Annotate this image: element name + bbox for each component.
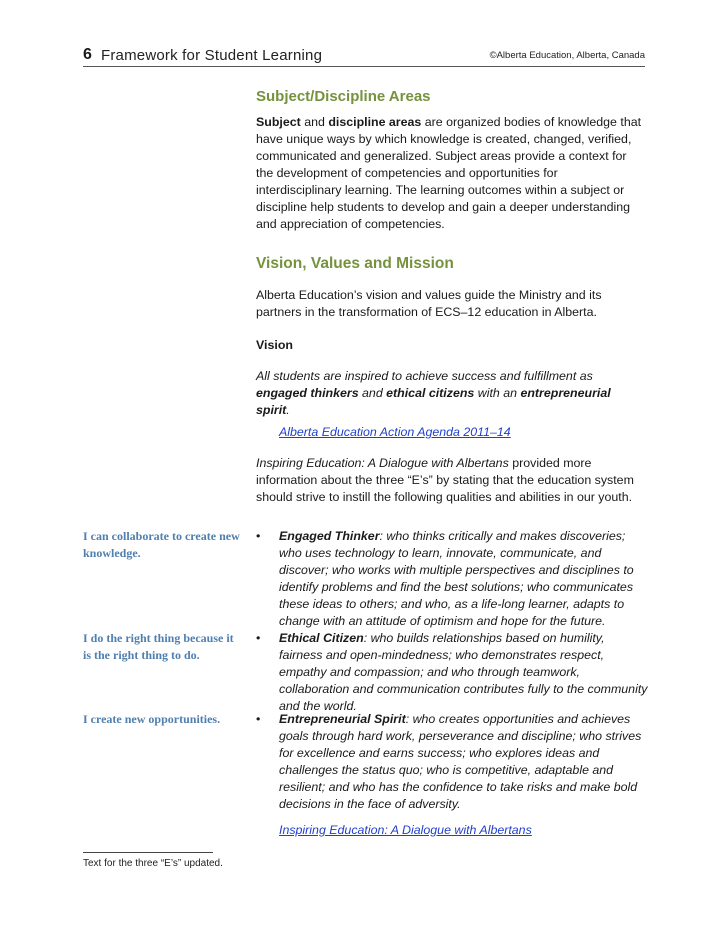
page-header	[83, 46, 645, 66]
bullet-term: Entrepreneurial Spirit	[279, 712, 406, 726]
bullet-glyph: •	[256, 529, 261, 543]
copyright-notice: ©Alberta Education, Alberta, Canada	[489, 50, 645, 61]
footnote-rule	[83, 852, 213, 853]
header-rule	[83, 66, 645, 67]
discipline-term: discipline areas	[328, 115, 422, 129]
vision-intro: Alberta Education’s vision and values guide the Ministry and its partners in the transformation of ECS–12 education in Alberta.	[256, 288, 602, 319]
subject-and: and	[300, 115, 329, 129]
bullet-term: Ethical Citizen	[279, 631, 364, 645]
bullet-text: : who creates opportunities and achieves goals through hard work, perseverance and discipline; who strives for excellence and earns success; who explores ideas and challenges the status quo; who is competitive, adaptable and resilient; and who has the confidence to take risks and make bold decisions in the face of adversity.	[279, 712, 642, 811]
subject-section	[256, 88, 646, 233]
document-title: Framework for Student Learning	[101, 47, 323, 64]
vision-text-3: with an	[474, 386, 521, 400]
bullet-entrepreneurial-spirit	[256, 711, 648, 813]
vision-entrepreneurial-spirit: entrepreneurial spirit	[256, 386, 611, 417]
inspiring-education-link[interactable]: Inspiring Education: A Dialogue with Albertans	[279, 823, 532, 837]
vision-ethical-citizens: ethical citizens	[386, 386, 475, 400]
bullet-glyph: •	[256, 712, 261, 726]
inspiring-paragraph	[256, 455, 646, 506]
page-number: 6	[83, 46, 92, 63]
bullet-text: : who builds relationships based on humility, fairness and open-mindedness; who demonstrates respect, empathy and compassion; and who through teamwork, collaboration and communication contributes fully to the community and the world.	[279, 631, 648, 713]
inspiring-title: Inspiring Education: A Dialogue with Albertans	[256, 456, 509, 470]
bullet-engaged-thinker	[256, 528, 648, 630]
vision-text-2: and	[358, 386, 387, 400]
side-note-entrepreneurial: I create new opportunities.	[83, 712, 221, 726]
vision-statement	[256, 368, 646, 419]
vision-text-4: .	[286, 403, 290, 417]
vision-section	[256, 255, 646, 506]
vision-engaged-thinkers: engaged thinkers	[256, 386, 359, 400]
side-note-ethical: I do the right thing because it is the right thing to do.	[83, 631, 234, 662]
inspiring-body: provided more information about the three “E’s” by stating that the education system should strive to instill the following qualities and abilities in our youth.	[256, 456, 634, 504]
bullet-term: Engaged Thinker	[279, 529, 380, 543]
bullet-text: : who thinks critically and makes discoveries; who uses technology to learn, innovate, communicate, and discover; who works with multiple perspectives and disciplines to identify problems and find the best solutions; who communicates these ideas to others; and who, as a life-long learner, adapts to change with an attitude of optimism and hope for the future.	[279, 529, 634, 628]
bullet-glyph: •	[256, 631, 261, 645]
bullet-ethical-citizen	[256, 630, 648, 715]
vision-label: Vision	[256, 338, 293, 352]
side-note-engaged: I can collaborate to create new knowledge.	[83, 529, 240, 560]
footnote: Text for the three “E’s” updated.	[83, 858, 223, 869]
action-agenda-link[interactable]: Alberta Education Action Agenda 2011–14	[279, 425, 511, 439]
subject-paragraph	[256, 114, 646, 233]
subject-body: are organized bodies of knowledge that have unique ways by which knowledge is created, changed, verified, communicated and generalized. Subject areas provide a context for the development of competencies and opportunities for interdisciplinary learning. The learning outcomes within a subject or discipline help students to develop and gain a deeper understanding and appreciation of competencies.	[256, 115, 642, 231]
vision-text-1: All students are inspired to achieve success and fulfillment as	[256, 369, 593, 383]
vision-heading: Vision, Values and Mission	[256, 255, 454, 272]
subject-heading: Subject/Discipline Areas	[256, 88, 431, 105]
subject-term: Subject	[256, 115, 301, 129]
